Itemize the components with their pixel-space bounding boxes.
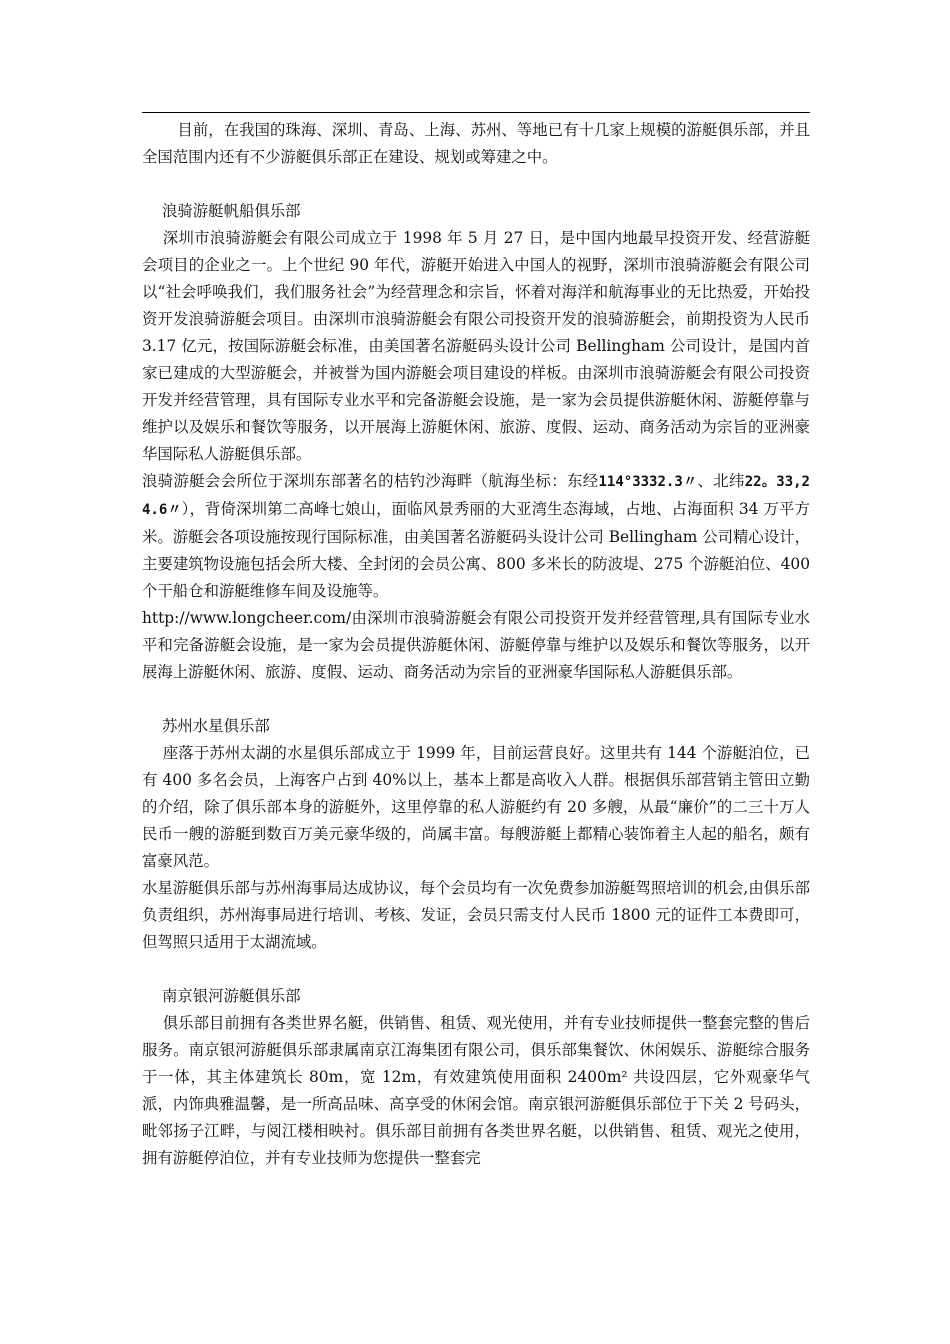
intro-paragraph: 目前，在我国的珠海、深圳、青岛、上海、苏州、等地已有十几家上规模的游艇俱乐部，并且全国范围内还有不少游艇俱乐部正在建设、规划或筹建之中。 (142, 121, 810, 166)
section-heading: 苏州水星俱乐部 (162, 717, 270, 735)
header-rule (142, 112, 810, 113)
text-run: 、北纬 (697, 472, 745, 490)
document-page (142, 112, 810, 1172)
section-shuixing (142, 713, 810, 956)
text-run: ），背倚深圳第二高峰七娘山，面临风景秀丽的大亚湾生态海域，占地、占海面积 34 万平方米。游艇会各项设施按现行国际标准，由美国著名游艇码头设计公司 Bellingham 公司精心设计，主要建筑物设施包括会所大楼、全封闭的会员公寓、800 多米长的防波堤、275 个游艇泊位、400 个干船仓和游艇维修车间及设施等。 (142, 500, 811, 600)
text-run: 浪骑游艇会会所位于深圳东部著名的桔钓沙海畔（航海坐标：东经 (142, 472, 599, 490)
section-heading: 南京银河游艇俱乐部 (162, 987, 301, 1005)
section-paragraph: 俱乐部目前拥有各类世界名艇，供销售、租赁、观光使用，并有专业技师提供一整套完整的售后服务。南京银河游艇俱乐部隶属南京江海集团有限公司，俱乐部集餐饮、休闲娱乐、游艇综合服务于一体，其主体建筑长 80m，宽 12m，有效建筑使用面积 2400m² 共设四层，它外观豪华气派，内饰典雅温馨，是一所高品味、高享受的休闲会馆。南京银河游艇俱乐部位于下关 2 号码头，毗邻扬子江畔，与阅江楼相映衬。俱乐部目前拥有各类世界名艇，以供销售、租赁、观光之使用，拥有游艇停泊位，并有专业技师为您提供一整套完 (142, 1014, 810, 1167)
spacer (142, 686, 810, 713)
section-langqi (142, 198, 810, 686)
section-yinhe (142, 983, 810, 1172)
section-paragraph: 深圳市浪骑游艇会有限公司成立于 1998 年 5 月 27 日，是中国内地最早投资开发、经营游艇会项目的企业之一。上个世纪 90 年代，游艇开始进入中国人的视野，深圳市浪骑游艇会有限公司以“社会呼唤我们，我们服务社会”为经营理念和宗旨，怀着对海洋和航海事业的无比热爱，开始投资开发浪骑游艇会项目。由深圳市浪骑游艇会有限公司投资开发的浪骑游艇会，前期投资为人民币 3.17 亿元，按国际游艇会标准，由美国著名游艇码头设计公司 Bellingham 公司设计，是国内首家已建成的大型游艇会，并被誉为国内游艇会项目建设的样板。由深圳市浪骑游艇会有限公司投资开发并经营管理，具有国际专业水平和完备游艇会设施，是一家为会员提供游艇休闲、游艇停靠与维护以及娱乐和餐饮等服务，以开展海上游艇休闲、旅游、度假、运动、商务活动为宗旨的亚洲豪华国际私人游艇俱乐部。 (142, 229, 810, 463)
spacer (142, 171, 810, 198)
section-paragraph (142, 468, 810, 605)
section-heading: 浪骑游艇帆船俱乐部 (162, 202, 301, 220)
section-paragraph: http://www.longcheer.com/由深圳市浪骑游艇会有限公司投资开发并经营管理,具有国际专业水平和完备游艇会设施，是一家为会员提供游艇休闲、游艇停靠与维护以及娱乐和餐饮等服务，以开展海上游艇休闲、旅游、度假、运动、商务活动为宗旨的亚洲豪华国际私人游艇俱乐部。 (142, 609, 810, 681)
coordinate-east: 114°3332.3〃 (598, 474, 698, 490)
coordinate-north: 22。33,24.6〃 (142, 474, 810, 518)
section-paragraph: 水星游艇俱乐部与苏州海事局达成协议，每个会员均有一次免费参加游艇驾照培训的机会,由俱乐部负责组织，苏州海事局进行培训、考核、发证，会员只需支付人民币 1800 元的证件工本费即可，但驾照只适用于太湖流域。 (142, 879, 810, 951)
section-paragraph: 座落于苏州太湖的水星俱乐部成立于 1999 年，目前运营良好。这里共有 144 个游艇泊位，已有 400 多名会员，上海客户占到 40%以上，基本上都是高收入人群。根据俱乐部营销主管田立勤的介绍，除了俱乐部本身的游艇外，这里停靠的私人游艇约有 20 多艘，从最“廉价”的二三十万人民币一艘的游艇到数百万美元豪华级的，尚属丰富。每艘游艇上都精心装饰着主人起的船名，颇有富豪风范。 (142, 744, 810, 870)
spacer (142, 956, 810, 983)
